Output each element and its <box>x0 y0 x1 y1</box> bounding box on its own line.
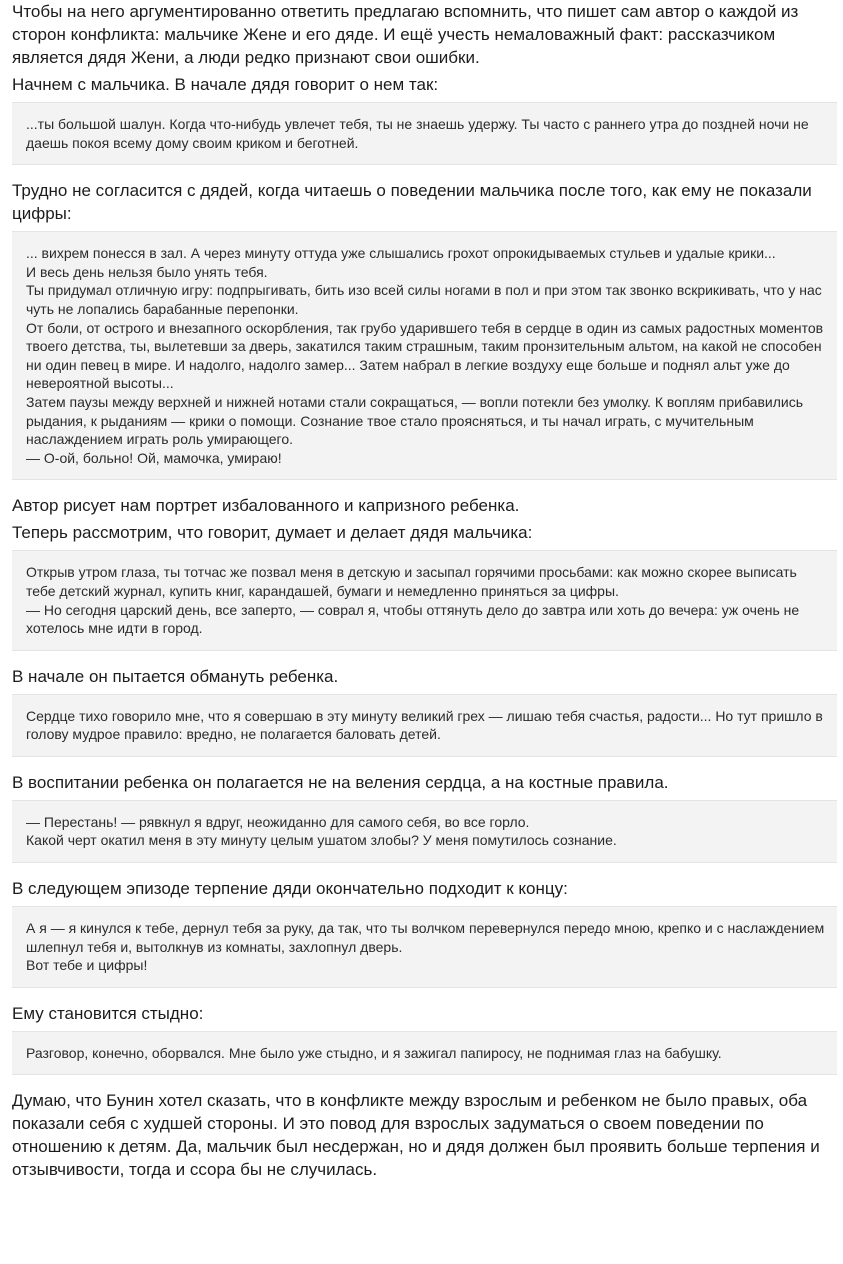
quote-line: И весь день нельзя было унять тебя. <box>26 263 268 280</box>
quote-line: Ты придумал отличную игру: подпрыгивать, бить изо всей силы ногами в пол и при этом так звонко вскрикивать, что у нас чуть не лопались барабанные перепонки. <box>26 282 822 317</box>
quote-line: ...ты большой шалун. Когда что-нибудь увлечет тебя, ты не знаешь удержу. Ты часто с раннего утра до поздней ночи не даешь покоя всему дому своим криком и беготней. <box>26 116 809 151</box>
rules-paragraph: В воспитании ребенка он полагается не на веления сердца, а на костные правила. <box>12 772 669 792</box>
quote-line: От боли, от острого и внезапного оскорбления, так грубо ударившего тебя в сердце в один из самых радостных моментов твоего детства, ты, вылетевши за дверь, закатился таким страшным, таким пронзительным альтом, на какой не способен ни один певец в мире. И надолго, надолго замер... Затем набрал в легкие воздуху еще больше и поднял альт уже до невероятной высоты... <box>26 319 824 392</box>
quote-block-2 <box>12 231 837 480</box>
ashamed-paragraph: Ему становится стыдно: <box>12 1003 204 1023</box>
quote-block-1 <box>12 102 837 165</box>
quote-block-5 <box>12 800 837 863</box>
quote-line: — Но сегодня царский день, все заперто, — соврал я, чтобы оттянуть дело до завтра или хоть до вечера: уж очень не хотелось мне идти в город. <box>26 601 800 637</box>
uncle-paragraph: Теперь рассмотрим, что говорит, думает и делает дядя мальчика: <box>12 523 533 543</box>
patience-paragraph: В следующем эпизоде терпение дяди окончательно подходит к концу: <box>12 879 568 899</box>
deceive-paragraph: В начале он пытается обмануть ребенка. <box>12 666 339 686</box>
quote-line: Затем паузы между верхней и нижней нотами стали сокращаться, — вопли потекли без умолку. К воплям прибавились рыдания, к рыданиям — крики о помощи. Сознание твое стало проясняться, и ты начал играть, с мучительным наслаждением играть роль умирающего. <box>26 393 804 448</box>
quote-block-3 <box>12 550 837 650</box>
quote-line: Открыв утром глаза, ты тотчас же позвал меня в детскую и засыпал горячими просьбами: как можно скорее выписать тебе детский журнал, купить книг, карандашей, бумаги и немедленно приняться за цифры. <box>26 564 797 599</box>
quote-line: А я — я кинулся к тебе, дернул тебя за руку, да так, что ты волчком перевернулся передо мною, крепко и с наслаждением шлепнул тебя и, вытолкнув из комнаты, захлопнул дверь. <box>26 920 825 955</box>
quote-line: Сердце тихо говорило мне, что я совершаю в эту минуту великий грех — лишаю тебя счастья, радости... Но тут пришло в голову мудрое правило: вредно, не полагается баловать детей. <box>26 707 823 743</box>
quote-block-6 <box>12 906 837 988</box>
quote-block-4 <box>12 694 837 757</box>
quote-line: Какой черт окатил меня в эту минуту целым ушатом злобы? У меня помутилось сознание. <box>26 832 617 849</box>
agree-paragraph: Трудно не согласится с дядей, когда читаешь о поведении мальчика после того, как ему не показали цифры: <box>12 181 812 224</box>
quote-line: ... вихрем понесся в зал. А через минуту оттуда уже слышались грохот опрокидываемых стульев и удалые крики... <box>26 245 776 262</box>
quote-block-7 <box>12 1031 837 1076</box>
quote-line: — О-ой, больно! Ой, мамочка, умираю! <box>26 449 282 466</box>
portrait-paragraph: Автор рисует нам портрет избалованного и капризного ребенка. <box>12 496 520 516</box>
quote-line: Разговор, конечно, оборвался. Мне было уже стыдно, и я зажигал папиросу, не поднимая глаз на бабушку. <box>26 1044 722 1061</box>
quote-line: Вот тебе и цифры! <box>26 957 148 974</box>
intro-paragraph: Чтобы на него аргументированно ответить предлагаю вспомнить, что пишет сам автор о каждой из сторон конфликта: мальчике Жене и его дяде. И ещё учесть немаловажный факт: рассказчиком является дядя Жени, а люди редко признают свои ошибки. <box>12 2 799 67</box>
boy-start-paragraph: Начнем с мальчика. В начале дядя говорит о нем так: <box>12 75 439 94</box>
conclusion-paragraph: Думаю, что Бунин хотел сказать, что в конфликте между взрослым и ребенком не было правых, оба показали себя с худшей стороны. И это повод для взрослых задуматься о своем поведении по отношению к детям. Да, мальчик был несдержан, но и дядя должен был проявить больше терпения и отзывчивости, тогда и ссора бы не случилась. <box>12 1091 820 1180</box>
quote-line: — Перестань! — рявкнул я вдруг, неожиданно для самого себя, во все горло. <box>26 813 530 830</box>
